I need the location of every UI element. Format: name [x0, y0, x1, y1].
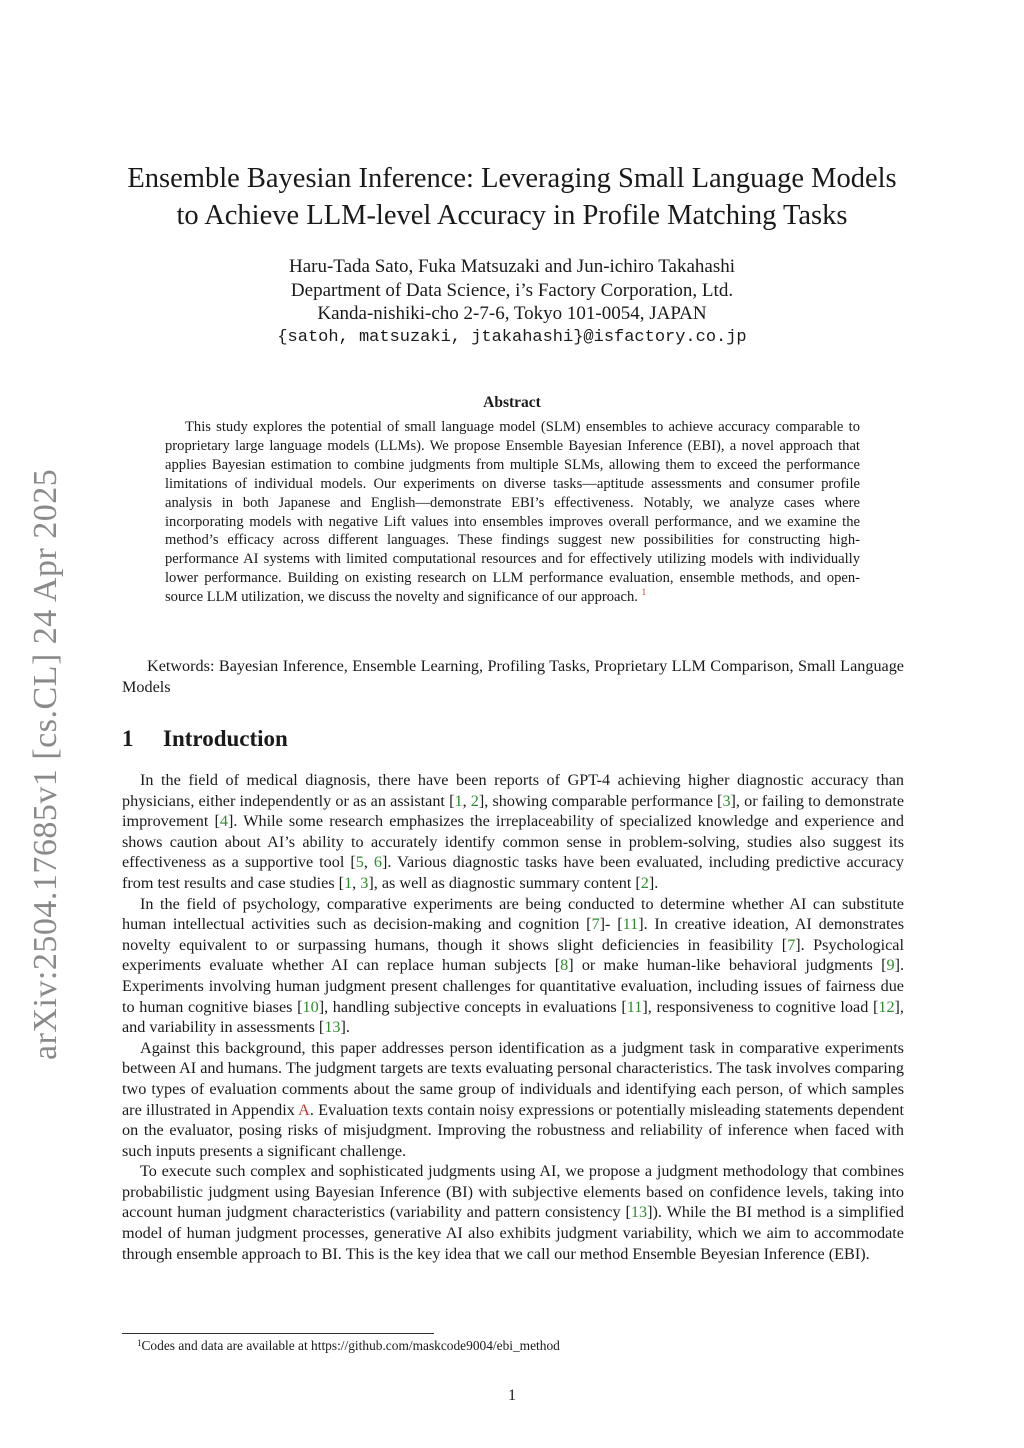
paper-title [120, 160, 904, 234]
introduction-body [122, 770, 904, 1264]
citation-link[interactable]: 1 [454, 791, 463, 810]
section-title: Introduction [163, 726, 288, 751]
citation-link[interactable]: 2 [640, 873, 649, 892]
citation-link[interactable]: 7 [591, 915, 600, 934]
paragraph-text: ]. [340, 1018, 350, 1037]
paragraph-text: ]. While some research emphasizes the irreplaceability of specialized knowledge and experience and shows caution about AI’s ability to accurately identify common sense in problem-solving, studies also suggest its effectiveness as a supportive tool [ [122, 812, 904, 872]
abstract-text [165, 418, 860, 607]
citation-link[interactable]: 8 [560, 956, 569, 975]
paragraph-text: Against this background, this paper addresses person identification as a judgment task in comparative experiments between AI and humans. The judgment targets are texts evaluating personal characteristics. The task involves comparing two types of evaluation comments about the same group of individuals and identifying each person, of which samples are illustrated in Appendix [122, 1038, 904, 1119]
paragraph-text: ], handling subjective concepts in evaluations [ [318, 997, 627, 1016]
abstract-body-text: This study explores the potential of small language model (SLM) ensembles to achieve accuracy comparable to proprietary large language models (LLMs). We propose Ensemble Bayesian Inference (EBI), a novel approach that applies Bayesian estimation to combine judgments from multiple SLMs, allowing them to exceed the performance limitations of individual models. Our experiments on diverse tasks—aptitude assessments and consumer profile analysis in both Japanese and English—demonstrate EBI’s effectiveness. Notably, we analyze cases where incorporating models with negative Lift values into ensembles improves overall performance, and we examine the method’s efficacy across different languages. These findings suggest new possibilities for constructing high-performance AI systems with limited computational resources and for effectively utilizing models with individually lower performance. Building on existing research on LLM performance evaluation, ensemble methods, and open-source LLM utilization, we discuss the novelty and significance of our approach. [165, 419, 860, 606]
paragraph-text: ]). While the BI method is a simplified model of human judgment processes, generative AI also exhibits judgment variability, which we aim to accommodate through ensemble approach to BI. This is the key idea that we call our method Ensemble Beyesian Inference (EBI). [122, 1203, 904, 1263]
section-number: 1 [122, 726, 134, 751]
body-paragraph [122, 1038, 904, 1162]
citation-link[interactable]: 1 [344, 873, 353, 892]
paragraph-text: , [352, 873, 361, 892]
paragraph-text: ], showing comparable performance [ [478, 791, 723, 810]
footnote-mark: 1 [137, 1338, 142, 1348]
paragraph-text: , [462, 791, 471, 810]
citation-link[interactable]: 13 [324, 1018, 341, 1037]
paragraph-text: , [363, 853, 374, 872]
paragraph-text: ]. Experiments involving human judgment present challenges for quantitative evaluation, including issues of fairness due to human cognitive biases [ [122, 956, 904, 1016]
citation-link[interactable]: 12 [878, 997, 895, 1016]
page-number: 1 [508, 1387, 516, 1404]
citation-link[interactable]: 3 [360, 873, 369, 892]
paragraph-text: ]. Various diagnostic tasks have been evaluated, including predictive accuracy from test results and case studies [ [122, 853, 904, 892]
citation-link[interactable]: 6 [373, 853, 382, 872]
author-list: Haru-Tada Sato, Fuka Matsuzaki and Jun-ichiro Takahashi [288, 256, 735, 277]
citation-link[interactable]: 2 [470, 791, 479, 810]
keywords: Ketwords: Bayesian Inference, Ensemble Learning, Profiling Tasks, Proprietary LLM Comparison, Small Language Models [122, 657, 904, 696]
paragraph-text: In the field of psychology, comparative experiments are being conducted to determine whether AI can substitute human intellectual activities such as decision-making and cognition [ [122, 894, 904, 934]
paragraph-text: ]. [648, 873, 659, 892]
citation-link[interactable]: 4 [219, 812, 228, 831]
citation-link[interactable]: 13 [630, 1203, 648, 1222]
citation-link[interactable]: 5 [355, 853, 364, 872]
footnote-text: Codes and data are available at https://github.com/maskcode9004/ebi_method [141, 1338, 560, 1353]
paragraph-text: ], as well as diagnostic summary content [ [368, 873, 641, 892]
postal-address: Kanda-nishiki-cho 2-7-6, Tokyo 101-0054, JAPAN [317, 303, 707, 324]
paragraph-text: To execute such complex and sophisticated judgments using AI, we propose a judgment methodology that combines probabilistic judgment using Bayesian Inference (BI) with subjective elements based on confidence levels, taking into account human judgment characteristics (variability and pattern consistency [ [122, 1162, 904, 1222]
appendix-link[interactable]: A [298, 1100, 310, 1119]
body-paragraph [122, 1161, 904, 1264]
paragraph-text: ] or make human-like behavioral judgments [ [568, 956, 887, 975]
paragraph-text: In the field of medical diagnosis, there have been reports of GPT-4 achieving higher diagnostic accuracy than physicians, either independently or as an assistant [ [122, 771, 904, 810]
arxiv-identifier-stamp: arXiv:2504.17685v1 [cs.CL] 24 Apr 2025 [27, 468, 64, 1060]
citation-link[interactable]: 11 [622, 915, 639, 934]
footnote-divider [122, 1333, 434, 1334]
citation-link[interactable]: 11 [626, 997, 643, 1016]
paragraph-text: ]. In creative ideation, AI demonstrates novelty equivalent to or surpassing humans, though it shows slight deficiencies in feasibility [ [122, 915, 905, 954]
footnote [137, 1338, 560, 1354]
abstract-heading: Abstract [483, 394, 541, 411]
title-line-1: Ensemble Bayesian Inference: Leveraging Small Language Models [127, 163, 897, 194]
paragraph-text: ], and variability in assessments [ [122, 997, 904, 1037]
email-addresses[interactable]: {satoh, matsuzaki, jtakahashi}@isfactory.co.jp [277, 328, 747, 347]
citation-link[interactable]: 10 [302, 997, 319, 1016]
title-line-2: to Achieve LLM-level Accuracy in Profile Matching Tasks [176, 200, 848, 231]
paragraph-text: ]- [ [599, 915, 623, 934]
paragraph-text: ]. Psychological experiments evaluate whether AI can replace human subjects [ [122, 935, 904, 975]
paragraph-text: ], responsiveness to cognitive load [ [642, 997, 879, 1016]
body-paragraph [122, 770, 904, 894]
citation-link[interactable]: 7 [787, 935, 796, 954]
abstract-footnote-link[interactable]: 1 [641, 587, 647, 598]
citation-link[interactable]: 3 [722, 791, 731, 810]
paragraph-text: ], or failing to demonstrate improvement [ [122, 791, 905, 831]
affiliation: Department of Data Science, i’s Factory Corporation, Ltd. [290, 280, 734, 301]
section-heading-introduction [122, 726, 288, 752]
body-paragraph [122, 894, 904, 1038]
citation-link[interactable]: 9 [886, 956, 895, 975]
paragraph-text: . Evaluation texts contain noisy expressions or potentially misleading statements dependent on the evaluator, posing risks of misjudgment. Improving the robustness and reliability of inference when faced with such inputs presents a significant challenge. [122, 1100, 904, 1160]
